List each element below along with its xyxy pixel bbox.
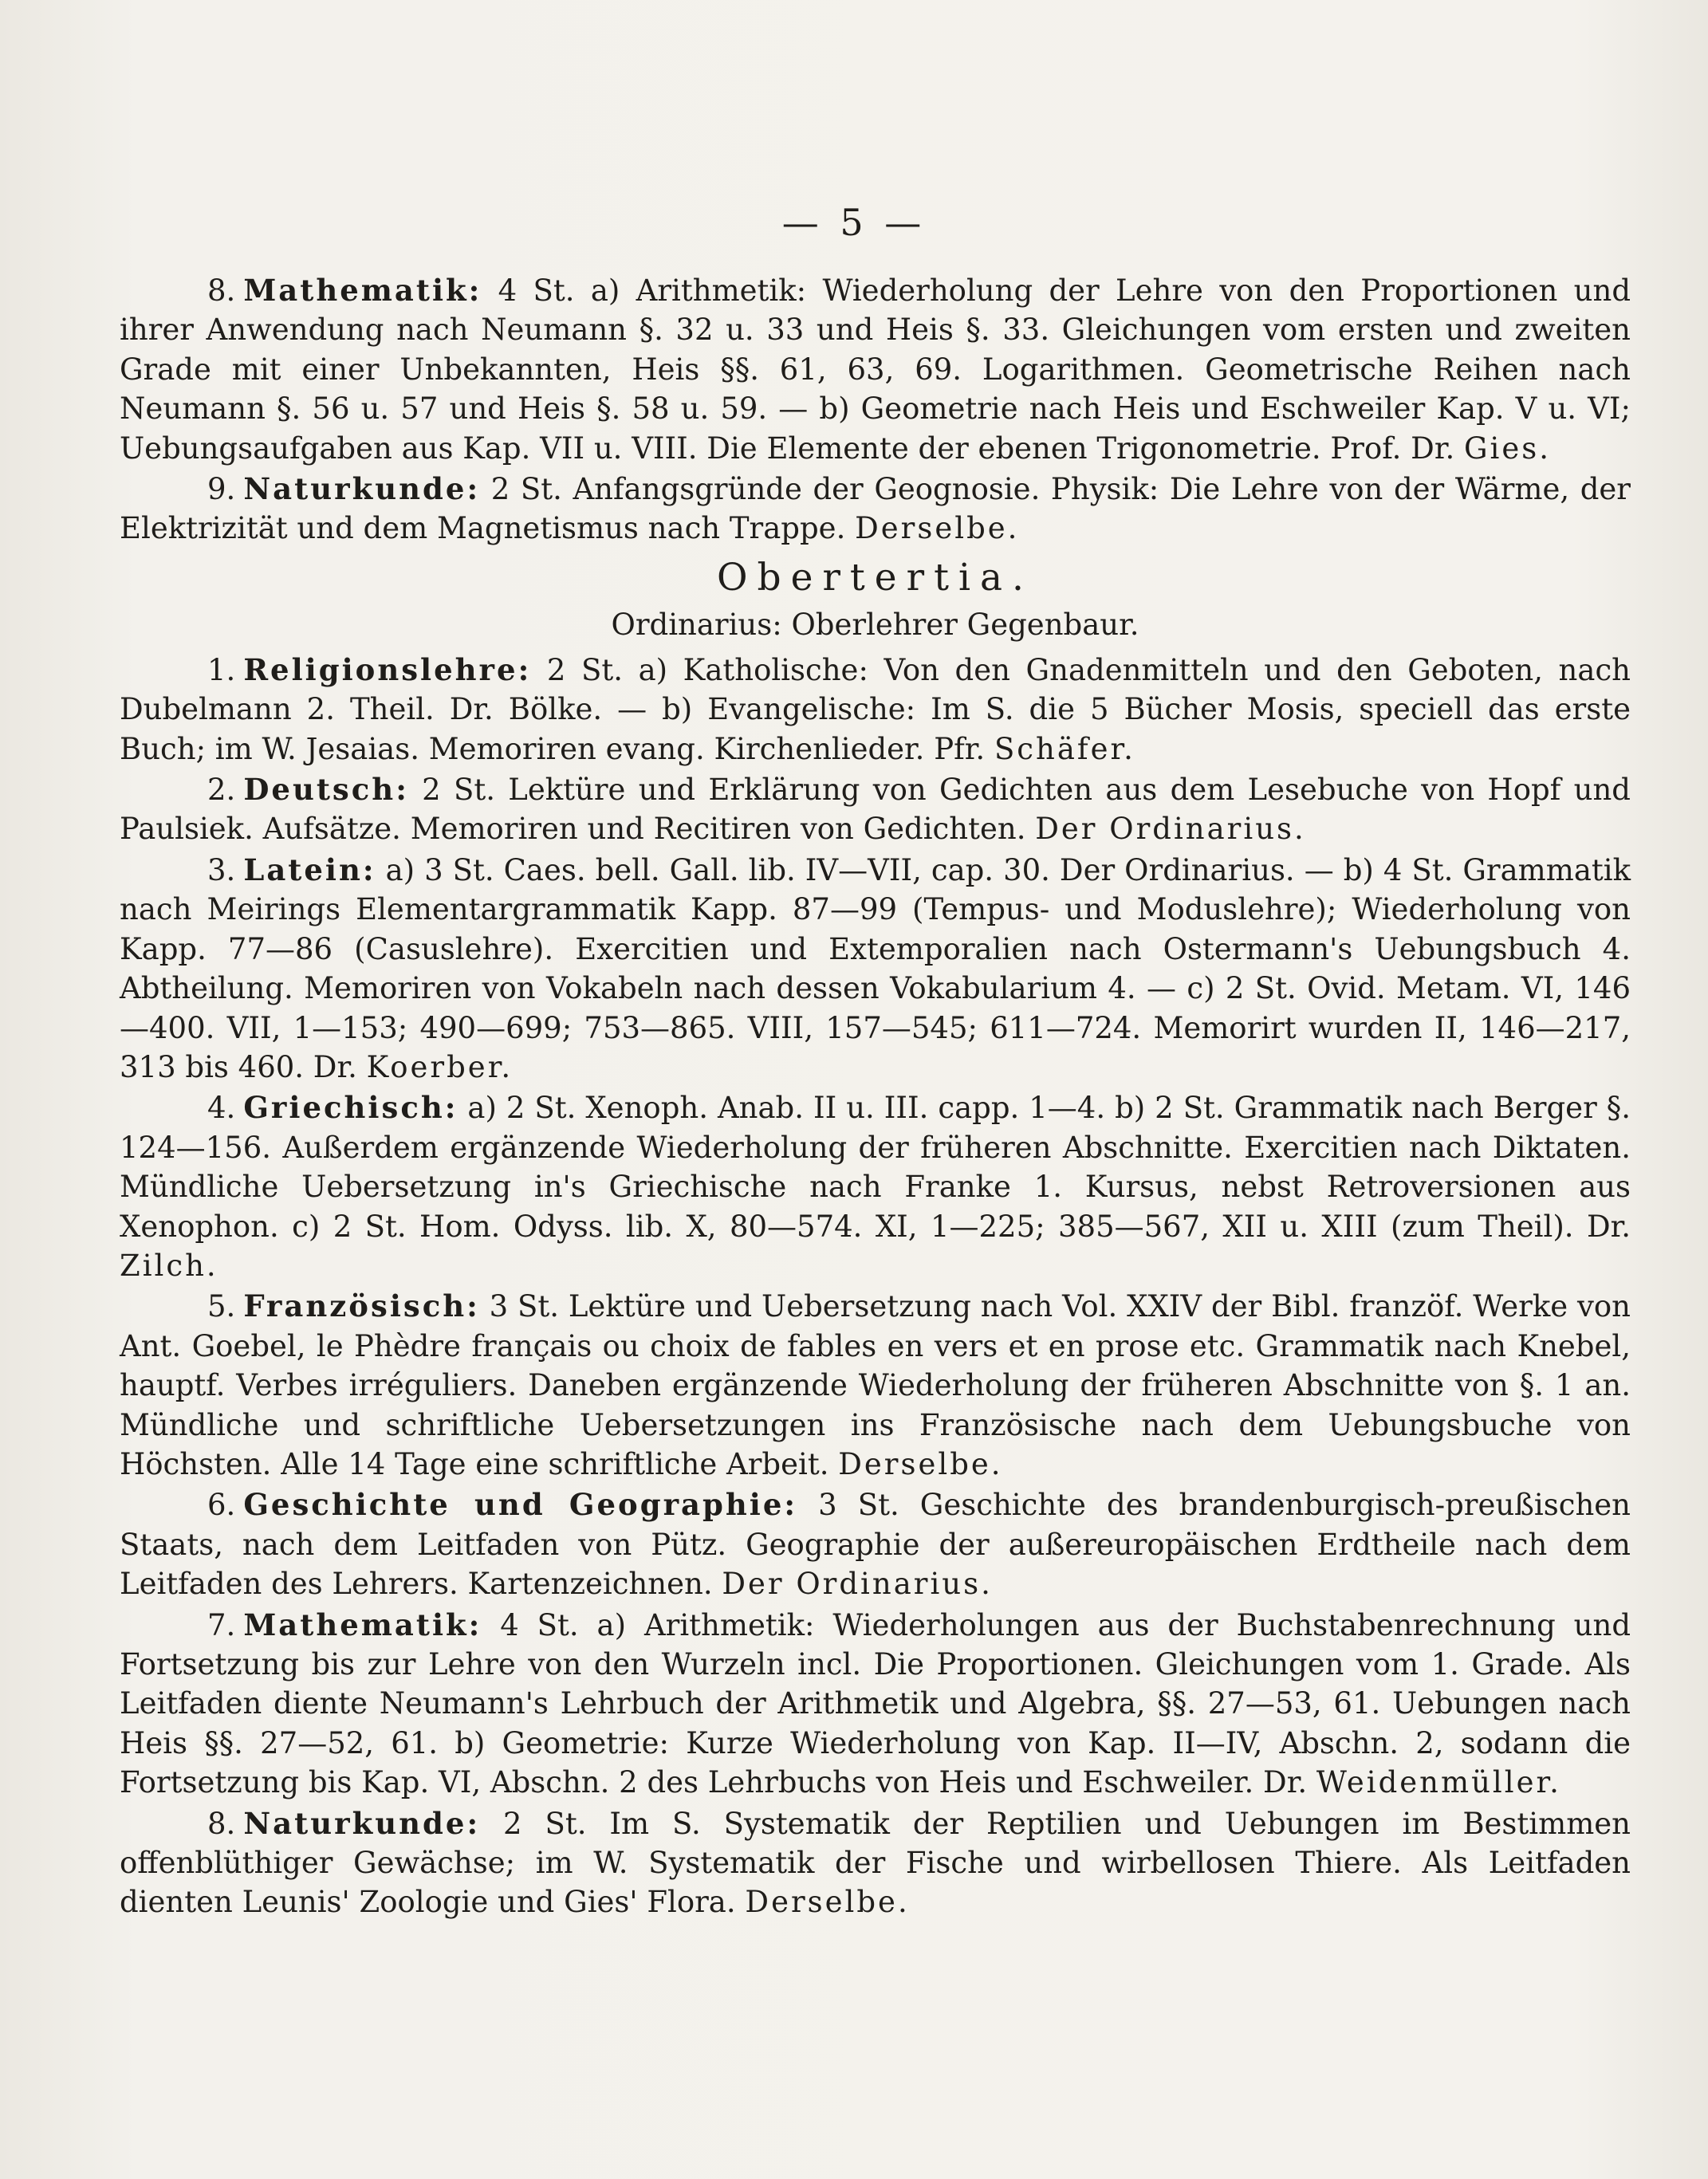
paragraph-text: 4 St. a) Arithmetik: Wiederholung der Lehre von den Proportionen und ihrer Anwendung nach Neumann §. 32 u. 33 und Heis §. 33. Gleichungen vom ersten und zweiten Grade mit einer Unbekannten, Heis §§. 61, 63, 69. Logarithmen. Geometrische Reihen nach Neumann §. 56 u. 57 und Heis §. 58 u. 59. — b) Geometrie nach Heis und Eschweiler Kap. V u. VI; Uebungsaufgaben aus Kap. VII u. VIII. Die Elemente der ebenen Trigonometrie. Prof. Dr. bbox=[120, 273, 1631, 466]
paragraph-text: 2 St. Im S. Systematik der Reptilien und Uebungen im Bestimmen offenblüthiger Gewächse; im W. Systematik der Fische und wirbellosen Thiere. Als Leitfaden dienten Leunis' Zoologie und Gies' Flora. bbox=[120, 1806, 1631, 1920]
paragraph-geschichte bbox=[120, 1485, 1631, 1603]
paragraph-religionslehre bbox=[120, 651, 1631, 769]
section-heading: Obertertia. bbox=[717, 555, 1033, 600]
item-number: 9. bbox=[207, 472, 236, 507]
page-number: — 5 — bbox=[781, 201, 927, 244]
teacher-name: Koerber. bbox=[366, 1049, 514, 1084]
teacher-name: Der Ordinarius. bbox=[1035, 812, 1306, 847]
paragraph-franzoesisch bbox=[120, 1287, 1631, 1484]
subject-title: Französisch: bbox=[243, 1288, 480, 1324]
paragraph-text: 2 St. Anfangsgründe der Geognosie. Physik: Die Lehre von der Wärme, der Elektrizität und dem Magnetismus nach Trappe. bbox=[120, 472, 1631, 546]
page-content bbox=[120, 271, 1631, 1924]
teacher-name: Zilch. bbox=[120, 1248, 218, 1283]
paragraph-text: a) 3 St. Caes. bell. Gall. lib. IV—VII, cap. 30. Der Ordinarius. — b) 4 St. Grammatik nach Meirings Elementargrammatik Kapp. 87—99 (Tempus- und Moduslehre); Wiederholung von Kapp. 77—86 (Casuslehre). Exercitien und Extemporalien nach Ostermann's Uebungsbuch 4. Abtheilung. Memoriren von Vokabeln nach dessen Vokabularium 4. — c) 2 St. Ovid. Metam. VI, 146—400. VII, 1—153; 490—699; 753—865. VIII, 157—545; 611—724. Memorirt wurden II, 146—217, 313 bis 460. Dr. bbox=[120, 852, 1631, 1084]
teacher-name: Schäfer. bbox=[994, 731, 1135, 766]
paragraph-latein bbox=[120, 851, 1631, 1087]
ordinarius-line: Ordinarius: Oberlehrer Gegenbaur. bbox=[611, 607, 1139, 642]
subject-title: Griechisch: bbox=[243, 1090, 458, 1126]
item-number: 1. bbox=[207, 652, 236, 687]
teacher-name: Der Ordinarius. bbox=[722, 1567, 993, 1602]
teacher-name: Derselbe. bbox=[838, 1446, 1003, 1481]
paragraph-deutsch bbox=[120, 770, 1631, 849]
paragraph-mathematik bbox=[120, 1606, 1631, 1803]
teacher-name: Gies. bbox=[1463, 431, 1552, 466]
teacher-name: Derselbe. bbox=[855, 511, 1020, 546]
paragraph-naturkunde bbox=[120, 1804, 1631, 1922]
teacher-name: Weidenmüller. bbox=[1316, 1765, 1561, 1800]
teacher-name: Derselbe. bbox=[745, 1885, 910, 1920]
item-number: 7. bbox=[207, 1607, 236, 1642]
item-number: 3. bbox=[207, 852, 236, 887]
item-number: 6. bbox=[207, 1488, 236, 1523]
subject-title: Deutsch: bbox=[243, 772, 409, 808]
item-number: 5. bbox=[207, 1289, 236, 1324]
subject-title: Mathematik: bbox=[243, 273, 482, 308]
item-number: 8. bbox=[207, 1806, 236, 1841]
paragraph-griechisch bbox=[120, 1088, 1631, 1285]
paragraph-naturkunde-untertertia bbox=[120, 470, 1631, 549]
subject-title: Naturkunde: bbox=[243, 471, 481, 507]
paragraph-text: 3 St. Lektüre und Uebersetzung nach Vol. XXIV der Bibl. franzöf. Werke von Ant. Goebel, le Phèdre français ou choix de fables en vers et en prose etc. Grammatik nach Knebel, hauptf. Verbes irréguliers. Daneben ergänzende Wiederholung der früheren Abschnitte von §. 1 an. Mündliche und schriftliche Uebersetzungen ins Französische nach dem Uebungsbuche von Höchsten. Alle 14 Tage eine schriftliche Arbeit. bbox=[120, 1289, 1631, 1481]
item-number: 8. bbox=[207, 273, 236, 308]
paragraph-text: a) 2 St. Xenoph. Anab. II u. III. capp. 1—4. b) 2 St. Grammatik nach Berger §. 124—156. Außerdem ergänzende Wiederholung der früheren Abschnitte. Exercitien nach Diktaten. Mündliche Uebersetzung in's Griechische nach Franke 1. Kursus, nebst Retroversionen aus Xenophon. c) 2 St. Hom. Odyss. lib. X, 80—574. XI, 1—225; 385—567, XII u. XIII (zum Theil). Dr. bbox=[120, 1091, 1631, 1244]
item-number: 4. bbox=[207, 1091, 236, 1126]
paragraph-text: 3 St. Geschichte des brandenburgisch-preußischen Staats, nach dem Leitfaden von Pütz. Geographie der außereuropäischen Erdtheile nach dem Leitfaden des Lehrers. Kartenzeichnen. bbox=[120, 1488, 1631, 1602]
paragraph-text: 2 St. Lektüre und Erklärung von Gedichten aus dem Lesebuche von Hopf und Paulsiek. Aufsätze. Memoriren und Recitiren von Gedichten. bbox=[120, 773, 1631, 847]
item-number: 2. bbox=[207, 773, 236, 808]
subject-title: Religionslehre: bbox=[243, 651, 532, 687]
subject-title: Geschichte und Geographie: bbox=[243, 1487, 798, 1523]
paragraph-text: 2 St. a) Katholische: Von den Gnadenmitteln und den Geboten, nach Dubelmann 2. Theil. Dr. Bölke. — b) Evangelische: Im S. die 5 Bücher Mosis, speciell das erste Buch; im W. Jesaias. Memoriren evang. Kirchenlieder. Pfr. bbox=[120, 652, 1631, 766]
subject-title: Latein: bbox=[243, 852, 376, 887]
subject-title: Mathematik: bbox=[243, 1607, 482, 1642]
paragraph-mathematik-untertertia bbox=[120, 271, 1631, 468]
paragraph-text: 4 St. a) Arithmetik: Wiederholungen aus der Buchstabenrechnung und Fortsetzung bis zur Lehre von den Wurzeln incl. Die Proportionen. Gleichungen vom 1. Grade. Als Leitfaden diente Neumann's Lehrbuch der Arithmetik und Algebra, §§. 27—53, 61. Uebungen nach Heis §§. 27—52, 61. b) Geometrie: Kurze Wiederholung von Kap. II—IV, Abschn. 2, sodann die Fortsetzung bis Kap. VI, Abschn. 2 des Lehrbuchs von Heis und Eschweiler. Dr. bbox=[120, 1607, 1631, 1800]
subject-title: Naturkunde: bbox=[243, 1805, 481, 1841]
